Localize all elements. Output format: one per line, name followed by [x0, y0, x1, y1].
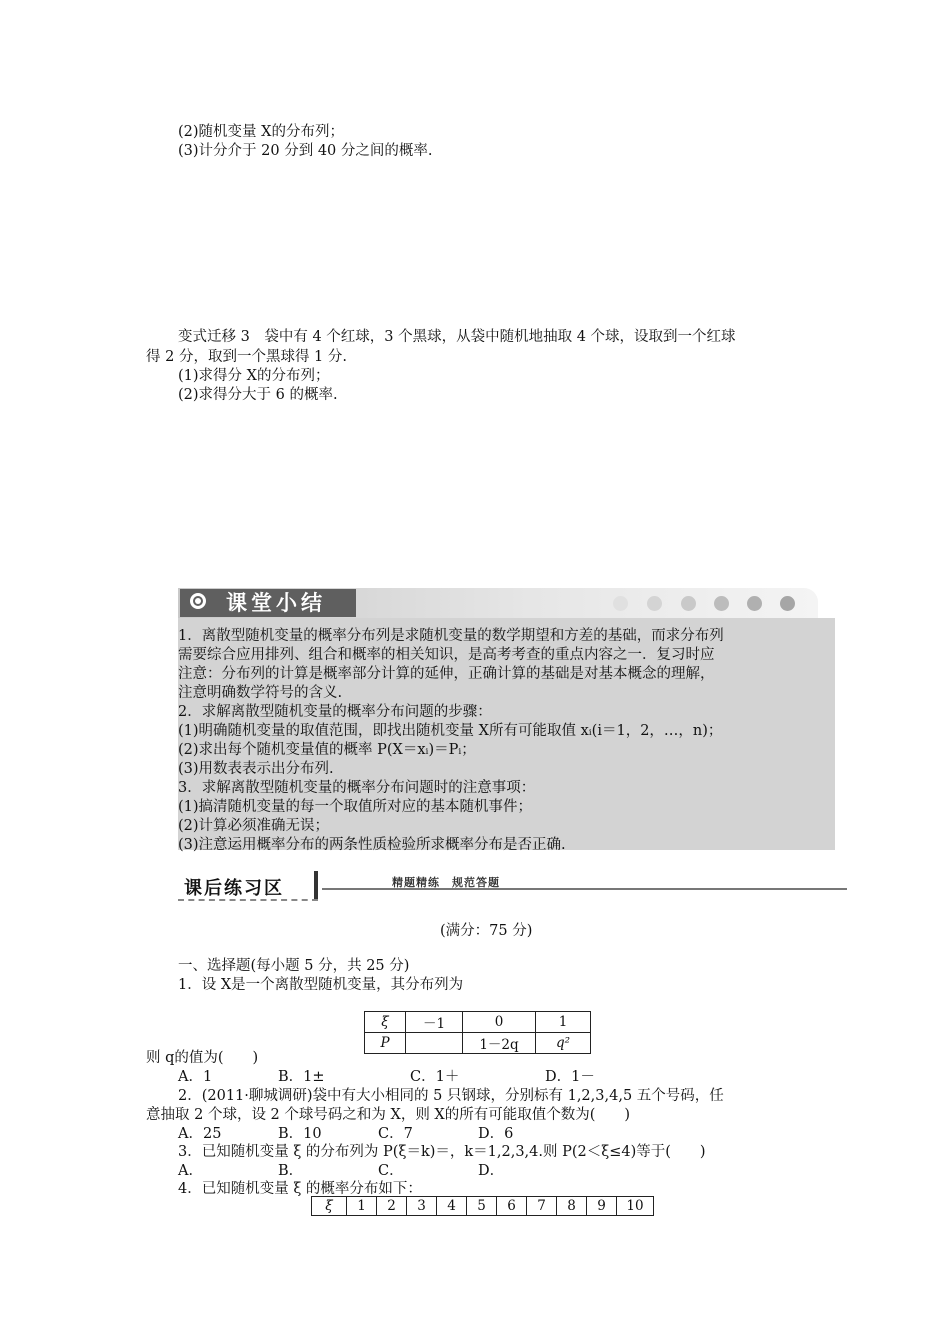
table-cell: ξ — [365, 1012, 406, 1033]
question-3: 3．已知随机变量 ξ 的分布列为 P(ξ＝k)＝，k＝1,2,3,4.则 P(2＜ξ≤4)等于( ) — [178, 1144, 706, 1160]
question-2-line-2: 意抽取 2 个球，设 2 个球号码之和为 X，则 X的所有可能取值个数为( ) — [146, 1107, 631, 1123]
top-line-1: (2)随机变量 X的分布列； — [178, 124, 344, 140]
q3-option-d: D． — [478, 1163, 505, 1179]
table-cell: 3 — [407, 1197, 437, 1216]
practice-section-label: 课后练习区 — [184, 878, 284, 899]
variant-line-1: 变式迁移 3 袋中有 4 个红球，3 个黑球，从袋中随机地抽取 4 个球，设取到一个红球 — [178, 329, 736, 345]
table-cell: 9 — [587, 1197, 617, 1216]
q1-after: 则 q的值为( ) — [146, 1050, 259, 1066]
q1-option-a: A．1 — [178, 1069, 213, 1085]
question-1: 1．设 X是一个离散型随机变量，其分布列为 — [178, 977, 464, 993]
summary-line: (2)求出每个随机变量值的概率 P(X＝xᵢ)＝Pᵢ； — [178, 742, 476, 758]
table-cell: 0 — [463, 1012, 536, 1033]
dashed-underline — [178, 899, 318, 901]
decor-dot-icon — [780, 596, 795, 611]
question-2-line-1: 2．(2011·聊城调研)袋中有大小相同的 5 只钢球，分别标有 1,2,3,4,5 五个号码，任 — [178, 1088, 724, 1104]
q1-option-b: B．1± — [278, 1069, 325, 1085]
q2-option-d: D．6 — [478, 1126, 514, 1142]
summary-line: 3．求解离散型随机变量的概率分布问题时的注意事项： — [178, 780, 536, 796]
q2-option-a: A．25 — [178, 1126, 222, 1142]
q3-option-b: B． — [278, 1163, 304, 1179]
variant-line-2: 得 2 分，取到一个黑球得 1 分. — [146, 349, 347, 365]
table-cell: ξ — [312, 1197, 347, 1216]
decor-dot-icon — [747, 596, 762, 611]
variant-line-3: (1)求得分 X的分布列； — [178, 368, 330, 384]
table-cell: －1 — [406, 1012, 463, 1033]
table-cell: q² — [536, 1033, 591, 1054]
table-cell: 6 — [497, 1197, 527, 1216]
table-cell: 10 — [617, 1197, 654, 1216]
table-cell: 4 — [437, 1197, 467, 1216]
table-cell: 1 — [347, 1197, 377, 1216]
q1-option-d: D．1－ — [545, 1069, 595, 1085]
top-line-2: (3)计分介于 20 分到 40 分之间的概率. — [178, 143, 433, 159]
circle-bullet-icon — [190, 593, 206, 609]
summary-line: 需要综合应用排列、组合和概率的相关知识，是高考考查的重点内容之一．复习时应 — [178, 647, 715, 663]
summary-line: (3)注意运用概率分布的两条性质检验所求概率分布是否正确. — [178, 837, 566, 853]
section-heading: 一、选择题(每小题 5 分，共 25 分) — [178, 958, 410, 974]
q2-option-c: C．7 — [378, 1126, 413, 1142]
table-cell: 2 — [377, 1197, 407, 1216]
summary-title: 课堂小结 — [180, 589, 356, 617]
q1-option-c: C．1＋ — [410, 1069, 460, 1085]
q3-option-c: C． — [378, 1163, 404, 1179]
table-cell: 7 — [527, 1197, 557, 1216]
summary-line: 2．求解离散型随机变量的概率分布问题的步骤： — [178, 704, 492, 720]
score-note: (满分：75 分) — [440, 923, 533, 939]
summary-line: (1)明确随机变量的取值范围，即找出随机变量 X所有可能取值 xᵢ(i＝1，2，…，n)； — [178, 723, 723, 739]
table-cell: 1－2q — [463, 1033, 536, 1054]
practice-subtitle: 精题精练 规范答题 — [392, 876, 500, 889]
table-cell: P — [365, 1033, 406, 1054]
table-cell: 8 — [557, 1197, 587, 1216]
variant-line-4: (2)求得分大于 6 的概率. — [178, 387, 338, 403]
summary-line: 注意明确数学符号的含义. — [178, 685, 343, 701]
table-cell — [406, 1033, 463, 1054]
q3-option-a: A． — [178, 1163, 203, 1179]
decor-dot-icon — [681, 596, 696, 611]
table-cell: 1 — [536, 1012, 591, 1033]
summary-line: 注意：分布列的计算是概率部分计算的延伸，正确计算的基础是对基本概念的理解， — [178, 666, 715, 682]
decor-dot-icon — [714, 596, 729, 611]
question-4: 4．已知随机变量 ξ 的概率分布如下： — [178, 1181, 422, 1197]
summary-line: (3)用数表表示出分布列. — [178, 761, 334, 777]
summary-line: 1．离散型随机变量的概率分布列是求随机变量的数学期望和方差的基础，而求分布列 — [178, 628, 724, 644]
summary-line: (1)搞清随机变量的每一个取值所对应的基本随机事件； — [178, 799, 533, 815]
q4-distribution-table — [311, 1196, 654, 1216]
table-cell: 5 — [467, 1197, 497, 1216]
practice-divider — [314, 871, 318, 899]
decor-dot-icon — [647, 596, 662, 611]
q1-distribution-table — [364, 1011, 591, 1054]
summary-line: (2)计算必须准确无误； — [178, 818, 330, 834]
decor-dot-icon — [613, 596, 628, 611]
q2-option-b: B．10 — [278, 1126, 322, 1142]
